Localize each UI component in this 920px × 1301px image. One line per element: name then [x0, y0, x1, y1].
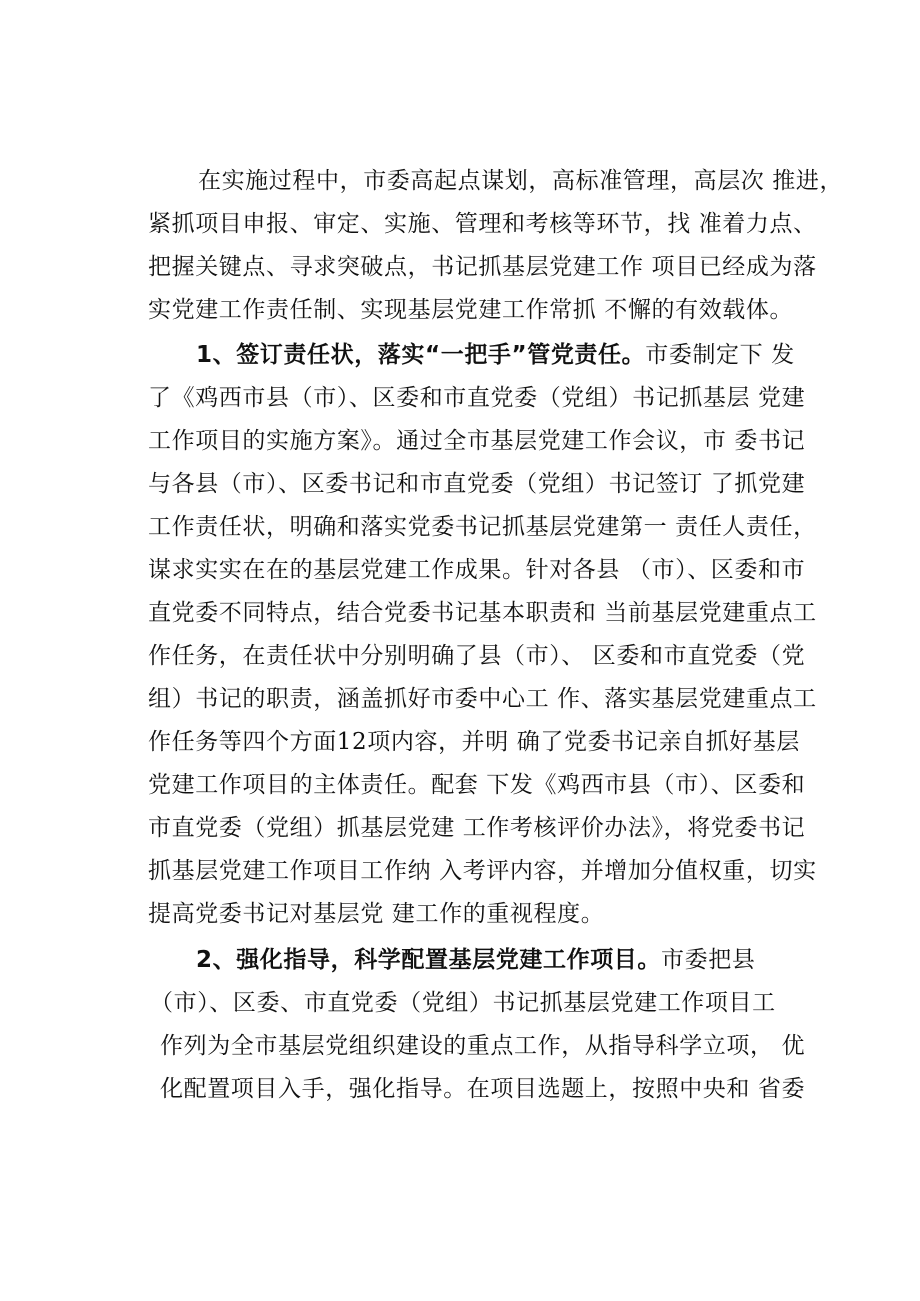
p2-line-14: 提高党委书记对基层党 建工作的重视程度。 — [148, 901, 605, 927]
p2-line-4: 与各县（市）、区委书记和市直党委（党组）书记签订 了抓党建 — [148, 471, 806, 497]
p3-first-line — [196, 945, 755, 975]
p2-line-3: 工作项目的实施方案》。通过全市基层党建工作会议，市 委书记 — [148, 428, 806, 454]
section-2-heading: 2、强化指导，科学配置基层党建工作项目。 — [196, 947, 662, 973]
p3-line-4: 化配置项目入手，强化指导。在项目选题上，按照中央和 省委 — [160, 1076, 806, 1102]
p2-line-5: 工作责任状，明确和落实党委书记抓基层党建第一 责任人责任， — [148, 514, 817, 540]
p2-line-9: 组）书记的职责，涵盖抓好市委中心工 作、落实基层党建重点工 — [148, 686, 817, 712]
p2-line-8: 作任务，在责任状中分别明确了县（市）、 区委和市直党委（党 — [148, 643, 806, 669]
p2-line-7: 直党委不同特点，结合党委书记基本职责和 当前基层党建重点工 — [148, 600, 817, 626]
p2-line-6: 谋求实实在在的基层党建工作成果。针对各县 （市）、区委和市 — [148, 557, 806, 583]
p3-line-2: （市）、区委、市直党委（党组）书记抓基层党建工作项目工 — [150, 990, 776, 1016]
p1-line-2: 紧抓项目申报、审定、实施、管理和考核等环节，找 准着力点、 — [148, 211, 817, 237]
p2-line-12: 市直党委（党组）抓基层党建 工作考核评价办法》，将党委书记 — [148, 815, 806, 841]
p2-line-11: 党建工作项目的主体责任。配套 下发《鸡西市县（市）、区委和 — [148, 772, 806, 798]
p2-line-1: 市委制定下 发 — [645, 342, 795, 368]
p2-line-13: 抓基层党建工作项目工作纳 入考评内容，并增加分值权重，切实 — [148, 858, 817, 884]
p1-line-3: 把握关键点、寻求突破点，书记抓基层党建工作 项目已经成为落 — [148, 254, 817, 280]
p2-line-10: 作任务等四个方面12项内容，并明 确了党委书记亲自抓好基层 — [148, 729, 800, 755]
p2-first-line — [196, 340, 795, 370]
p2-line-2: 了《鸡西市县（市）、区委和市直党委（党组）书记抓基层 党建 — [148, 385, 806, 411]
p3-line-3: 作列为全市基层党组织建设的重点工作，从指导科学立项， 优 — [160, 1033, 806, 1059]
p1-line-4: 实党建工作责任制、实现基层党建工作常抓 不懈的有效载体。 — [148, 297, 794, 323]
p3-line-1: 市委把县 — [661, 947, 756, 973]
section-1-heading: 1、签订责任状，落实“一把手”管党责任。 — [196, 342, 646, 368]
p1-line-1: 在实施过程中，市委高起点谋划，高标准管理，高层次 推进， — [198, 168, 844, 194]
